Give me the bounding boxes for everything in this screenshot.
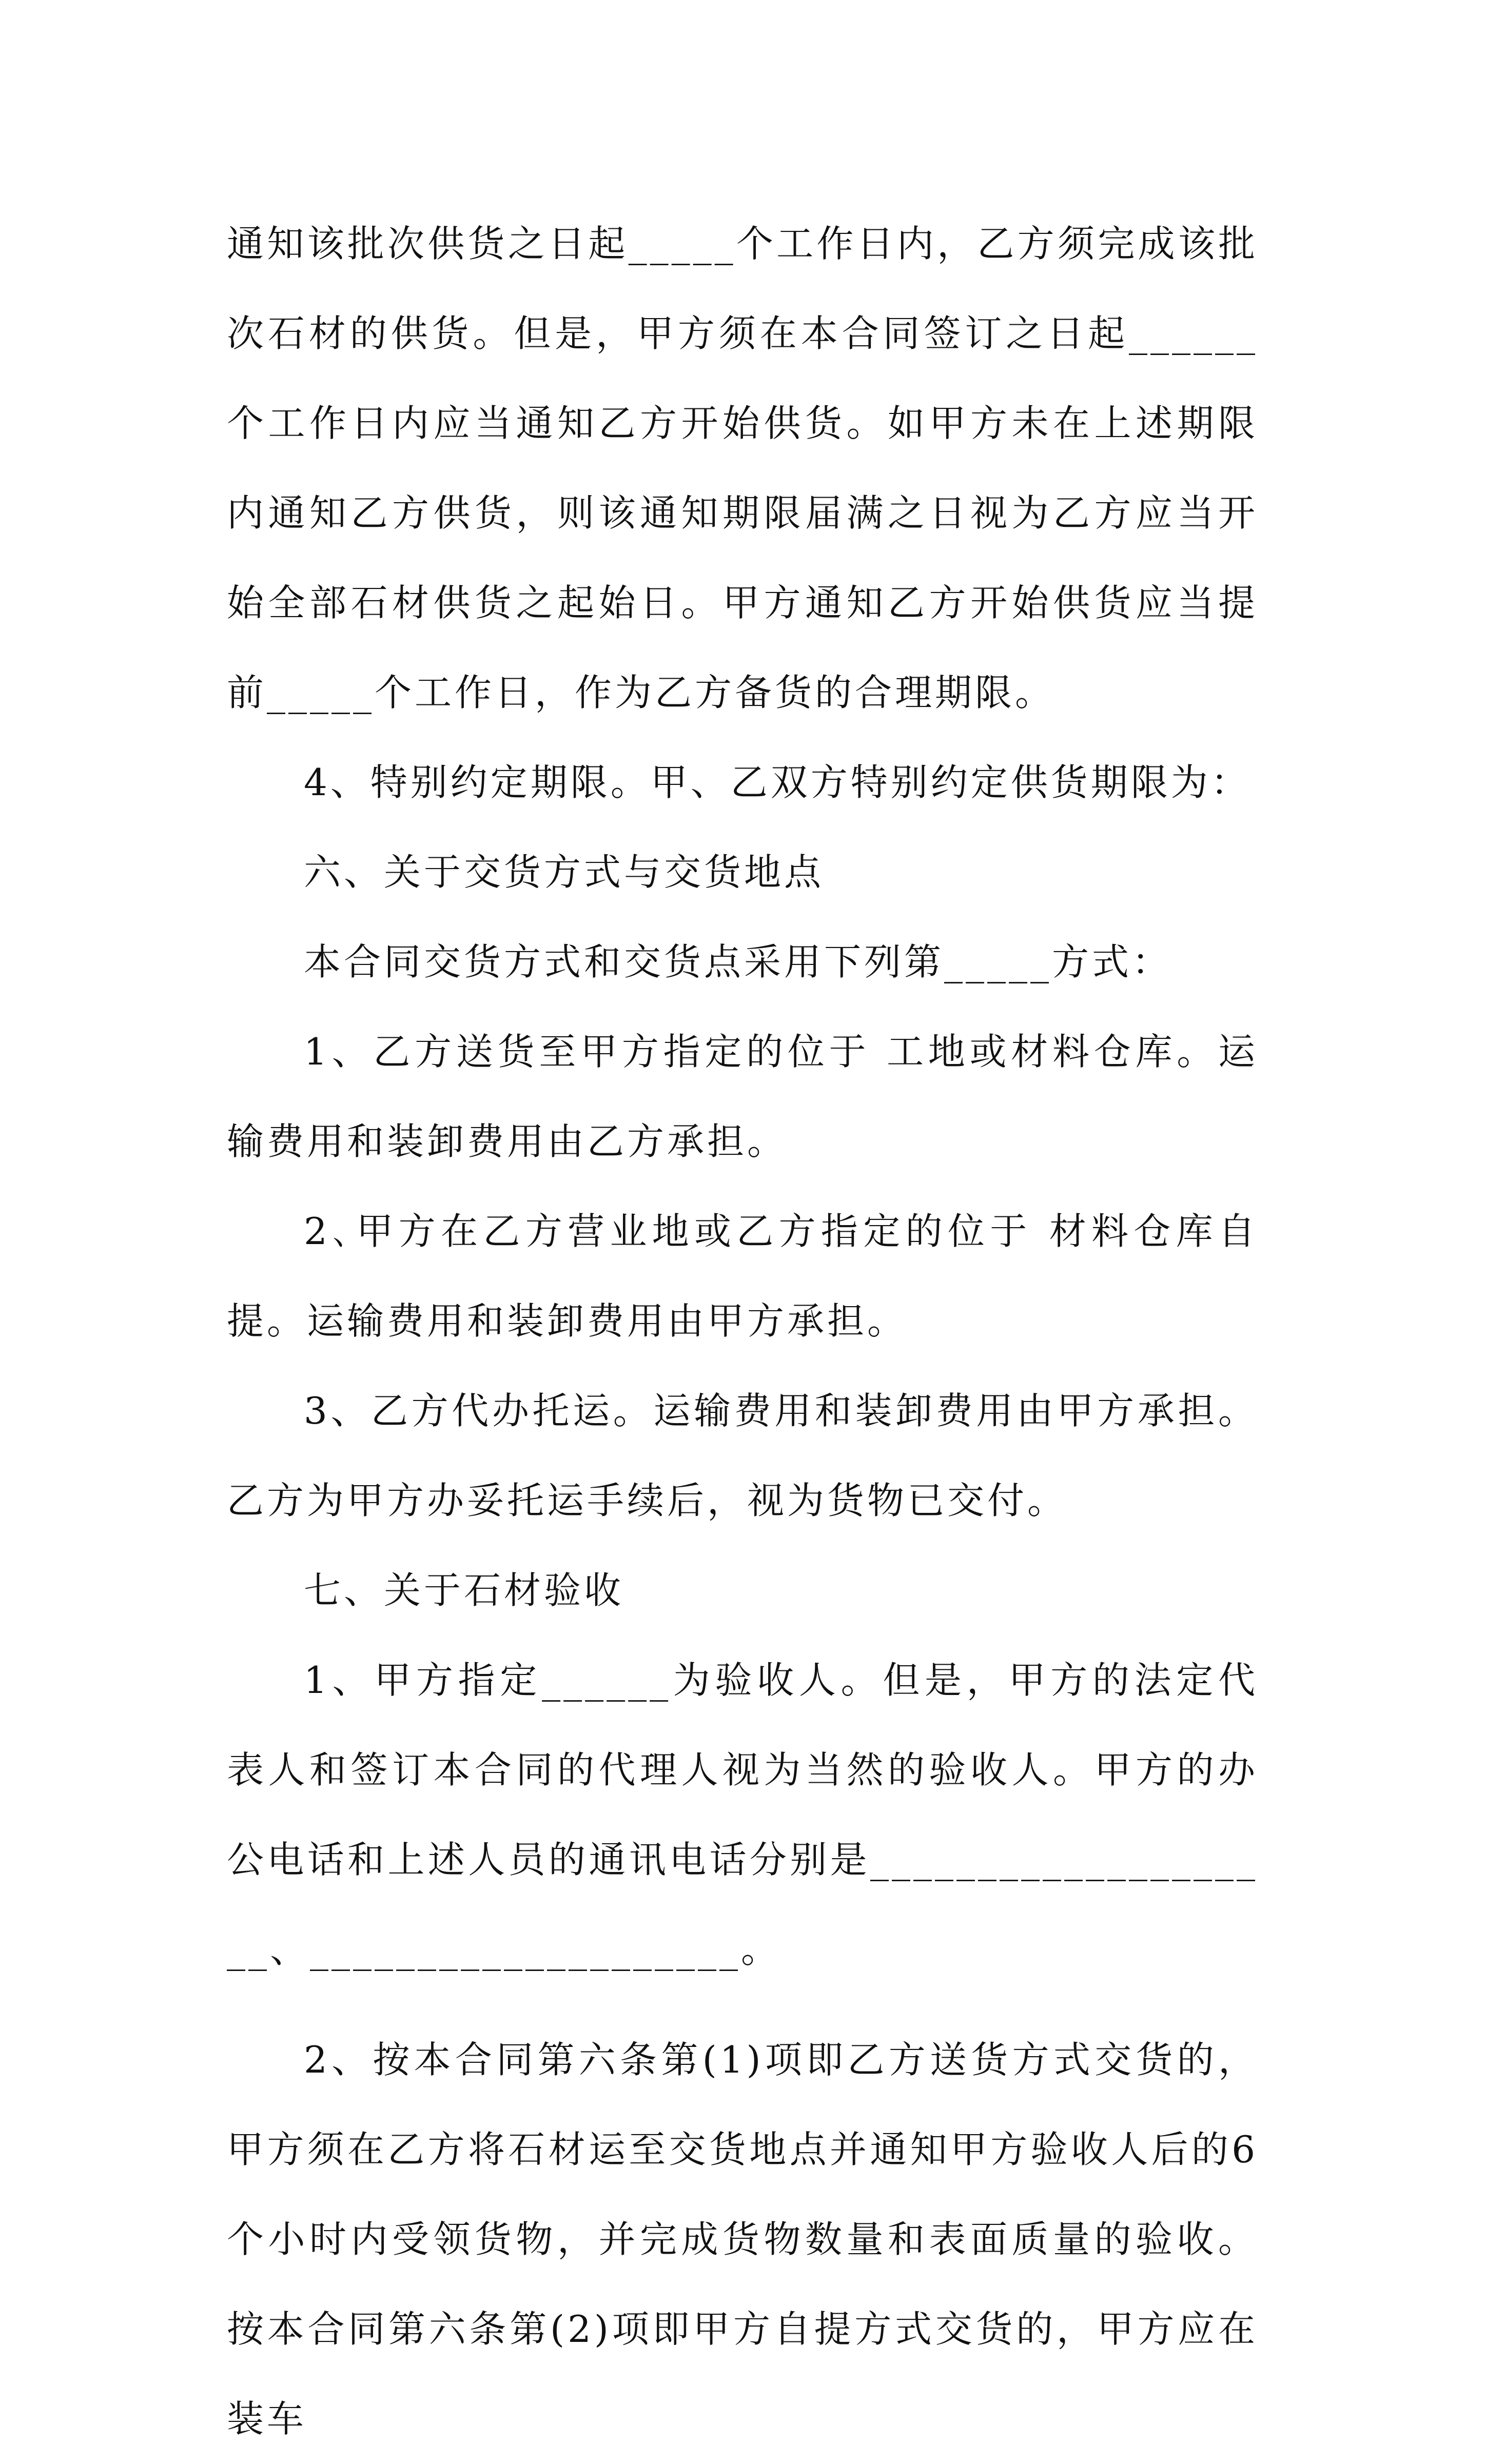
paragraph-option-2: 2､甲方在乙方营业地或乙方指定的位于 材料仓库自提。运输费用和装卸费用由甲方承担。	[227, 1210, 1258, 1343]
section-heading-acceptance: 七、关于石材验收	[304, 1569, 624, 1612]
paragraph-special-term: 4、特别约定期限。甲、乙双方特别约定供货期限为：	[304, 761, 1251, 804]
paragraph-delivery-option: 本合同交货方式和交货点采用下列第_____方式：	[304, 940, 1173, 983]
paragraph-option-1: 1、乙方送货至甲方指定的位于 工地或材料仓库。运输费用和装卸费用由乙方承担。	[227, 1030, 1258, 1163]
paragraph-delivery-notice: 通知该批次供货之日起_____个工作日内，乙方须完成该批次石材的供货。但是，甲方须在本合同签订之日起______个工作日内应当通知乙方开始供货。如甲方未在上述期限内通知乙方供货，则该通知期限届满之日视为乙方应当开始全部石材供货之起始日。甲方通知乙方开始供货应当提前_____个工作日，作为乙方备货的合理期限。	[227, 222, 1258, 714]
paragraph-acceptance-1: 1、甲方指定______为验收人。但是，甲方的法定代表人和签订本合同的代理人视为当然的验收人。甲方的办公电话和上述人员的通讯电话分别是____________________、____________________。	[227, 1659, 1258, 1971]
document-body	[227, 199, 1258, 2464]
section-heading-delivery-method: 六、关于交货方式与交货地点	[304, 851, 825, 894]
paragraph-option-3: 3、乙方代办托运。运输费用和装卸费用由甲方承担。乙方为甲方办妥托运手续后，视为货物已交付。	[227, 1389, 1258, 1522]
paragraph-acceptance-2: 2、按本合同第六条第(1)项即乙方送货方式交货的，甲方须在乙方将石材运至交货地点并通知甲方验收人后的6个小时内受领货物，并完成货物数量和表面质量的验收。按本合同第六条第(2)项即甲方自提方式交货的，甲方应在装车	[227, 2038, 1258, 2440]
